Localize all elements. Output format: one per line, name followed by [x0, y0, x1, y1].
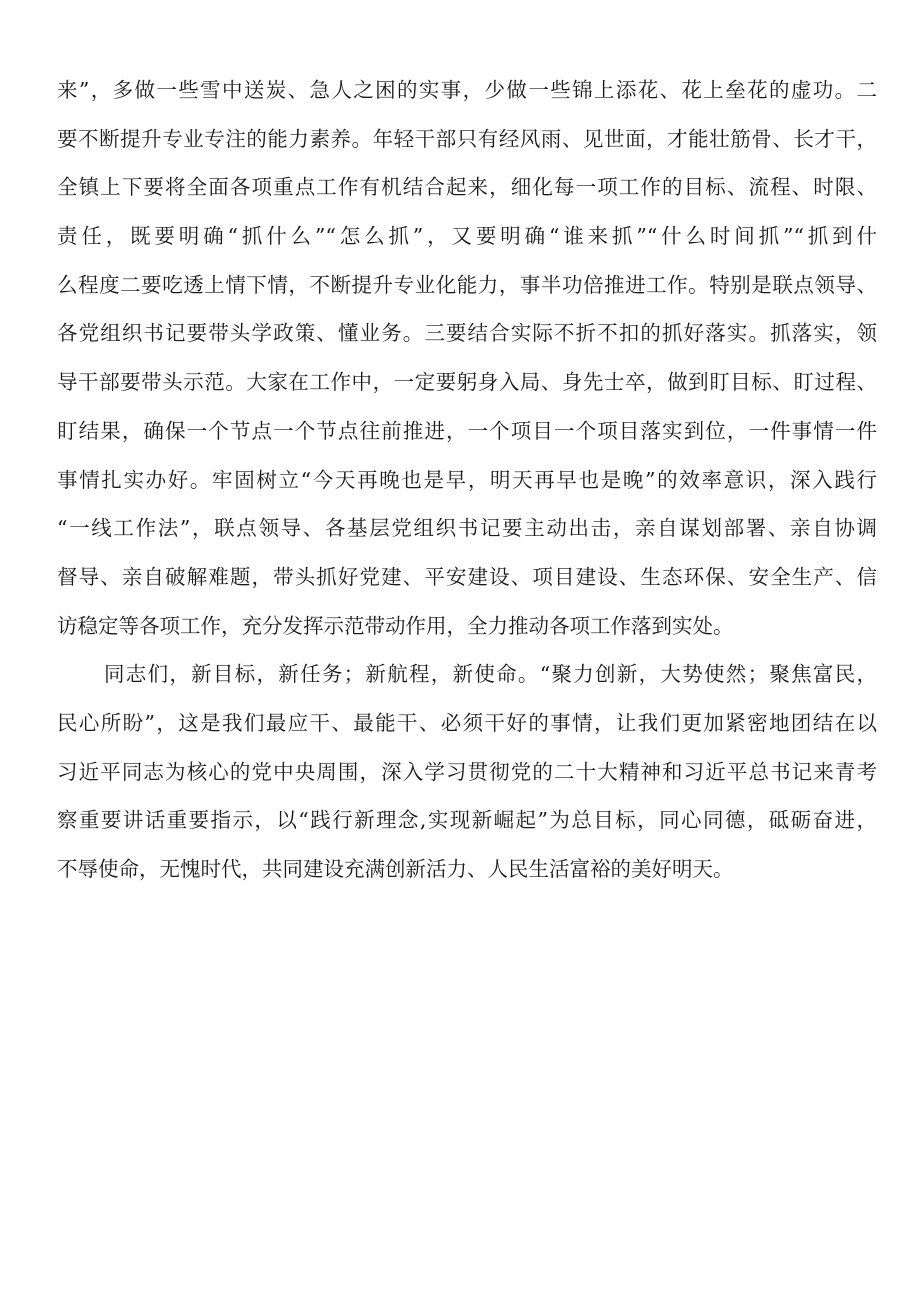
text-line: “一线工作法”，联点领导、各基层党组织书记要主动出击，亲自谋划部署、亲自协调: [57, 516, 877, 541]
text-line: 事情扎实办好。牢固树立“今天再晚也是早，明天再早也是晚”的效率意识，深入践行: [57, 467, 877, 492]
text-line: 责任，既要明确“抓什么”“怎么抓”，又要明确“谁来抓”“什么时间抓”“抓到什: [57, 224, 877, 249]
text-line: 全镇上下要将全面各项重点工作有机结合起来，细化每一项工作的目标、流程、时限、: [57, 175, 877, 200]
paragraph-2: [57, 650, 877, 893]
text-line: 察重要讲话重要指示，以“践行新理念,实现新崛起”为总目标，同心同德，砥砺奋进，: [57, 808, 877, 833]
text-line: 盯结果，确保一个节点一个节点往前推进，一个项目一个项目落实到位，一件事情一件: [57, 418, 877, 443]
text-line: 民心所盼”，这是我们最应干、最能干、必须干好的事情，让我们更加紧密地团结在以: [57, 710, 877, 735]
text-line: 要不断提升专业专注的能力素养。年轻干部只有经风雨、见世面，才能壮筋骨、长才干，: [57, 126, 877, 151]
text-line: 不辱使命，无愧时代，共同建设充满创新活力、人民生活富裕的美好明天。: [57, 857, 734, 881]
text-line: 导干部要带头示范。大家在工作中，一定要躬身入局、身先士卒，做到盯目标、盯过程、: [57, 370, 877, 395]
text-line: 各党组织书记要带头学政策、懂业务。三要结合实际不折不扣的抓好落实。抓落实，领: [57, 321, 877, 346]
text-line: 习近平同志为核心的党中央周围，深入学习贯彻党的二十大精神和习近平总书记来青考: [57, 759, 877, 784]
text-line: 督导、亲自破解难题，带头抓好党建、平安建设、项目建设、生态环保、安全生产、信: [57, 564, 877, 589]
text-line: 么程度二要吃透上情下情，不断提升专业化能力，事半功倍推进工作。特别是联点领导、: [57, 272, 877, 297]
text-line: 同志们，新目标，新任务；新航程，新使命。“聚力创新，大势使然；聚焦富民，: [104, 662, 877, 687]
text-line: 访稳定等各项工作，充分发挥示范带动作用，全力推动各项工作落到实处。: [57, 613, 734, 638]
document-body: [57, 66, 877, 894]
text-line: 来”，多做一些雪中送炭、急人之困的实事，少做一些锦上添花、花上垒花的虚功。二: [57, 78, 877, 102]
paragraph-1: [57, 66, 877, 650]
